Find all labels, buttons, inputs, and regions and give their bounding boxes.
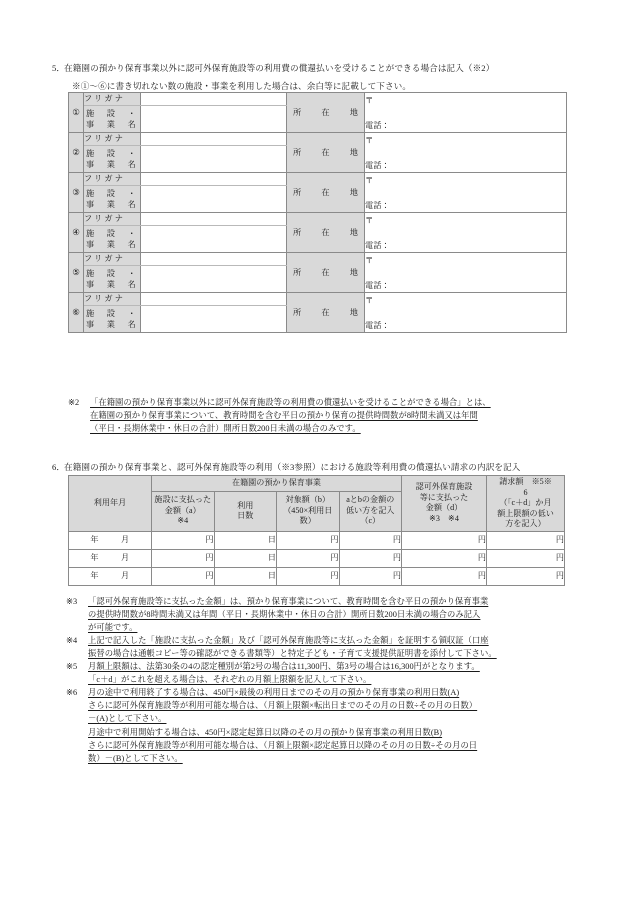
- facility-row-number: ⑤: [69, 253, 84, 293]
- table-row: [69, 213, 567, 226]
- cell-paid-d[interactable]: 円: [402, 531, 487, 549]
- unit-year: 年: [90, 570, 99, 580]
- facility-address-cell[interactable]: [365, 253, 567, 293]
- section5-number: 5．: [52, 63, 66, 73]
- facility-name-input[interactable]: [141, 306, 287, 333]
- cell-paid-d[interactable]: 円: [402, 567, 487, 585]
- tel-label: 電話：: [365, 200, 390, 210]
- table-row: [69, 133, 567, 146]
- facility-furigana-input[interactable]: [141, 93, 287, 106]
- zip-label: 〒: [365, 295, 374, 305]
- cell-paid-a[interactable]: 円: [152, 549, 215, 567]
- cell-claim[interactable]: 円: [487, 549, 565, 567]
- location-label: 所 在 地: [287, 253, 365, 293]
- facility-furigana-input[interactable]: [141, 253, 287, 266]
- unit-year: 年: [90, 534, 99, 544]
- section6-number: 6．: [52, 462, 66, 472]
- zip-label: 〒: [365, 95, 374, 105]
- note-4-mark: ※4: [66, 636, 78, 645]
- section5-subnote: ※①～⑥に書き切れない数の施設・事業を利用した場合は、余白等に記載して下さい。: [72, 81, 412, 91]
- location-label: 所 在 地: [287, 173, 365, 213]
- note-2-body: 「在籍園の預かり保育事業以外に認可外保育施設等の利用費の償還払いを受けることができる場合」とは、 在籍園の預かり保育事業について、教育時間を含む平日の預かり保育の提供時間数が8時間未満又は年間 （平日・長期休業中・休日の合計）開所日数200日未満の場合のみです。: [90, 398, 491, 434]
- note-5-body: 月額上限額は、法第30条の4の認定種別が第2号の場合は11,300円、第3号の場合は16,300円がとなります。 「c＋d」がこれを超える場合は、それぞれの月額上限額を記入して下さい。: [88, 662, 480, 685]
- header-use-year-month: 利用年月: [69, 476, 152, 532]
- note-3: [66, 595, 571, 635]
- location-label: 所 在 地: [287, 93, 365, 133]
- header-target-amount: 対象額（b） （450×利用日 数）: [277, 491, 340, 531]
- facility-row-number: ③: [69, 173, 84, 213]
- unit-month: 月: [121, 552, 130, 562]
- zip-label: 〒: [365, 255, 374, 265]
- zip-label: 〒: [365, 135, 374, 145]
- cell-target-b[interactable]: 円: [277, 531, 340, 549]
- cell-lower-c[interactable]: 円: [339, 531, 402, 549]
- facility-row-number: ⑥: [69, 293, 84, 333]
- furigana-label: フリガナ: [84, 93, 141, 106]
- cell-use-days[interactable]: 日: [214, 567, 277, 585]
- table-row: [69, 531, 565, 549]
- cell-use-days[interactable]: 日: [214, 531, 277, 549]
- tel-label: 電話：: [365, 240, 390, 250]
- cell-target-b[interactable]: 円: [277, 567, 340, 585]
- section6-heading-text: 在籍園の預かり保育事業と、認可外保育施設等の利用（※3参照）における施設等利用費の償還払い請求の内訳を記入: [64, 462, 521, 472]
- facility-furigana-input[interactable]: [141, 293, 287, 306]
- unit-month: 月: [121, 570, 130, 580]
- facility-furigana-input[interactable]: [141, 133, 287, 146]
- furigana-label: フリガナ: [84, 253, 141, 266]
- note-6-body: 月の途中で利用終了する場合は、450円×最後の利用日までのその月の預かり保育事業の利用日数(A) さらに認可外保育施設等が利用可能な場合は、（月額上限額×転出日までのその月の日数÷その月の日数） －(A)として下さい。 月途中で利用開始する場合は、450円×認定起算日以降のその月の預かり保育事業の利用日数(B) さらに認可外保育施設等が利用可能な場合は、（月額上限額×認定起算日以降のその月の日数÷その月の日 数）－(B)として下さい。: [88, 688, 478, 764]
- section6-heading: [52, 461, 520, 474]
- facility-name-input[interactable]: [141, 106, 287, 133]
- table-row: [69, 567, 565, 585]
- facility-address-cell[interactable]: [365, 133, 567, 173]
- tel-label: 電話：: [365, 320, 390, 330]
- location-label: 所 在 地: [287, 213, 365, 253]
- zip-label: 〒: [365, 175, 374, 185]
- facility-name-label: 施 設 ・ 事 業 名: [84, 226, 141, 253]
- header-paid-unlicensed: 認可外保育施設 等に支払った 金額（d） ※3 ※4: [402, 476, 487, 532]
- location-label: 所 在 地: [287, 293, 365, 333]
- cell-use-year-month[interactable]: [69, 549, 152, 567]
- facility-name-input[interactable]: [141, 226, 287, 253]
- table-row: [69, 253, 567, 266]
- facility-name-input[interactable]: [141, 146, 287, 173]
- facility-furigana-input[interactable]: [141, 173, 287, 186]
- note-4-body: 上記で記入した「施設に支払った金額」及び「認可外保育施設等に支払った金額」を証明する領収証（口座 振替の場合は通帳コピー等の確認ができる書類等）と特定子ども・子育て支援提供証明書を添付して下さい。: [88, 636, 497, 659]
- facility-name-label: 施 設 ・ 事 業 名: [84, 146, 141, 173]
- tel-label: 電話：: [365, 280, 390, 290]
- zip-label: 〒: [365, 215, 374, 225]
- location-label: 所 在 地: [287, 133, 365, 173]
- note-5-mark: ※5: [66, 662, 78, 671]
- claim-breakdown-table: [68, 475, 565, 586]
- cell-claim[interactable]: 円: [487, 531, 565, 549]
- note-6-mark: ※6: [66, 688, 78, 697]
- facility-address-cell[interactable]: [365, 93, 567, 133]
- section5-heading: [52, 62, 494, 75]
- furigana-label: フリガナ: [84, 293, 141, 306]
- cell-paid-a[interactable]: 円: [152, 531, 215, 549]
- header-use-days: 利用 日数: [214, 491, 277, 531]
- note-5: [66, 660, 571, 686]
- facility-address-cell[interactable]: [365, 173, 567, 213]
- cell-target-b[interactable]: 円: [277, 549, 340, 567]
- facility-row-number: ②: [69, 133, 84, 173]
- table-row: [69, 549, 565, 567]
- cell-use-days[interactable]: 日: [214, 549, 277, 567]
- cell-paid-d[interactable]: 円: [402, 549, 487, 567]
- cell-lower-c[interactable]: 円: [339, 549, 402, 567]
- table-row: [69, 93, 567, 106]
- facility-address-cell[interactable]: [365, 293, 567, 333]
- cell-claim[interactable]: 円: [487, 567, 565, 585]
- facility-name-input[interactable]: [141, 266, 287, 293]
- facility-name-label: 施 設 ・ 事 業 名: [84, 266, 141, 293]
- facility-name-label: 施 設 ・ 事 業 名: [84, 106, 141, 133]
- furigana-label: フリガナ: [84, 173, 141, 186]
- table-row: [69, 173, 567, 186]
- cell-paid-a[interactable]: 円: [152, 567, 215, 585]
- unit-year: 年: [90, 552, 99, 562]
- tel-label: 電話：: [365, 160, 390, 170]
- header-claim-amount: 請求額 ※5※ 6 （「c＋d」か月 額上限額の低い 方を記入）: [487, 476, 565, 532]
- table-row: [69, 293, 567, 306]
- note-3-mark: ※3: [66, 597, 78, 606]
- header-group-enrolled: 在籍園の預かり保育事業: [152, 476, 402, 492]
- note-4: [66, 634, 571, 660]
- facility-name-input[interactable]: [141, 186, 287, 213]
- facility-address-cell[interactable]: [365, 213, 567, 253]
- table-header-row: [69, 476, 565, 492]
- cell-use-year-month[interactable]: [69, 567, 152, 585]
- cell-lower-c[interactable]: 円: [339, 567, 402, 585]
- header-lower-of-ab: aとbの金額の 低い方を記入 （c）: [339, 491, 402, 531]
- note-3-body: 「認可外保育施設等に支払った金額」は、預かり保育事業について、教育時間を含む平日の預かり保育事業 の提供時間数が8時間未満又は年間（平日・長期休業中・休日の合計）開所日数200日未満の場合のみ記入 が可能です。: [88, 597, 489, 633]
- facility-row-number: ④: [69, 213, 84, 253]
- section5-heading-text: 在籍園の預かり保育事業以外に認可外保育施設等の利用費の償還払いを受けることができる場合は記入（※2）: [64, 63, 495, 73]
- facility-furigana-input[interactable]: [141, 213, 287, 226]
- unit-month: 月: [121, 534, 130, 544]
- facilities-table: [68, 92, 567, 333]
- note-6: [66, 686, 571, 765]
- tel-label: 電話：: [365, 120, 390, 130]
- facility-name-label: 施 設 ・ 事 業 名: [84, 306, 141, 333]
- furigana-label: フリガナ: [84, 213, 141, 226]
- note-2-mark: ※2: [68, 398, 80, 407]
- facility-row-number: ①: [69, 93, 84, 133]
- furigana-label: フリガナ: [84, 133, 141, 146]
- facility-name-label: 施 設 ・ 事 業 名: [84, 186, 141, 213]
- cell-use-year-month[interactable]: [69, 531, 152, 549]
- note-2: [68, 396, 568, 436]
- header-paid-to-facility: 施設に支払った 金額（a） ※4: [152, 491, 215, 531]
